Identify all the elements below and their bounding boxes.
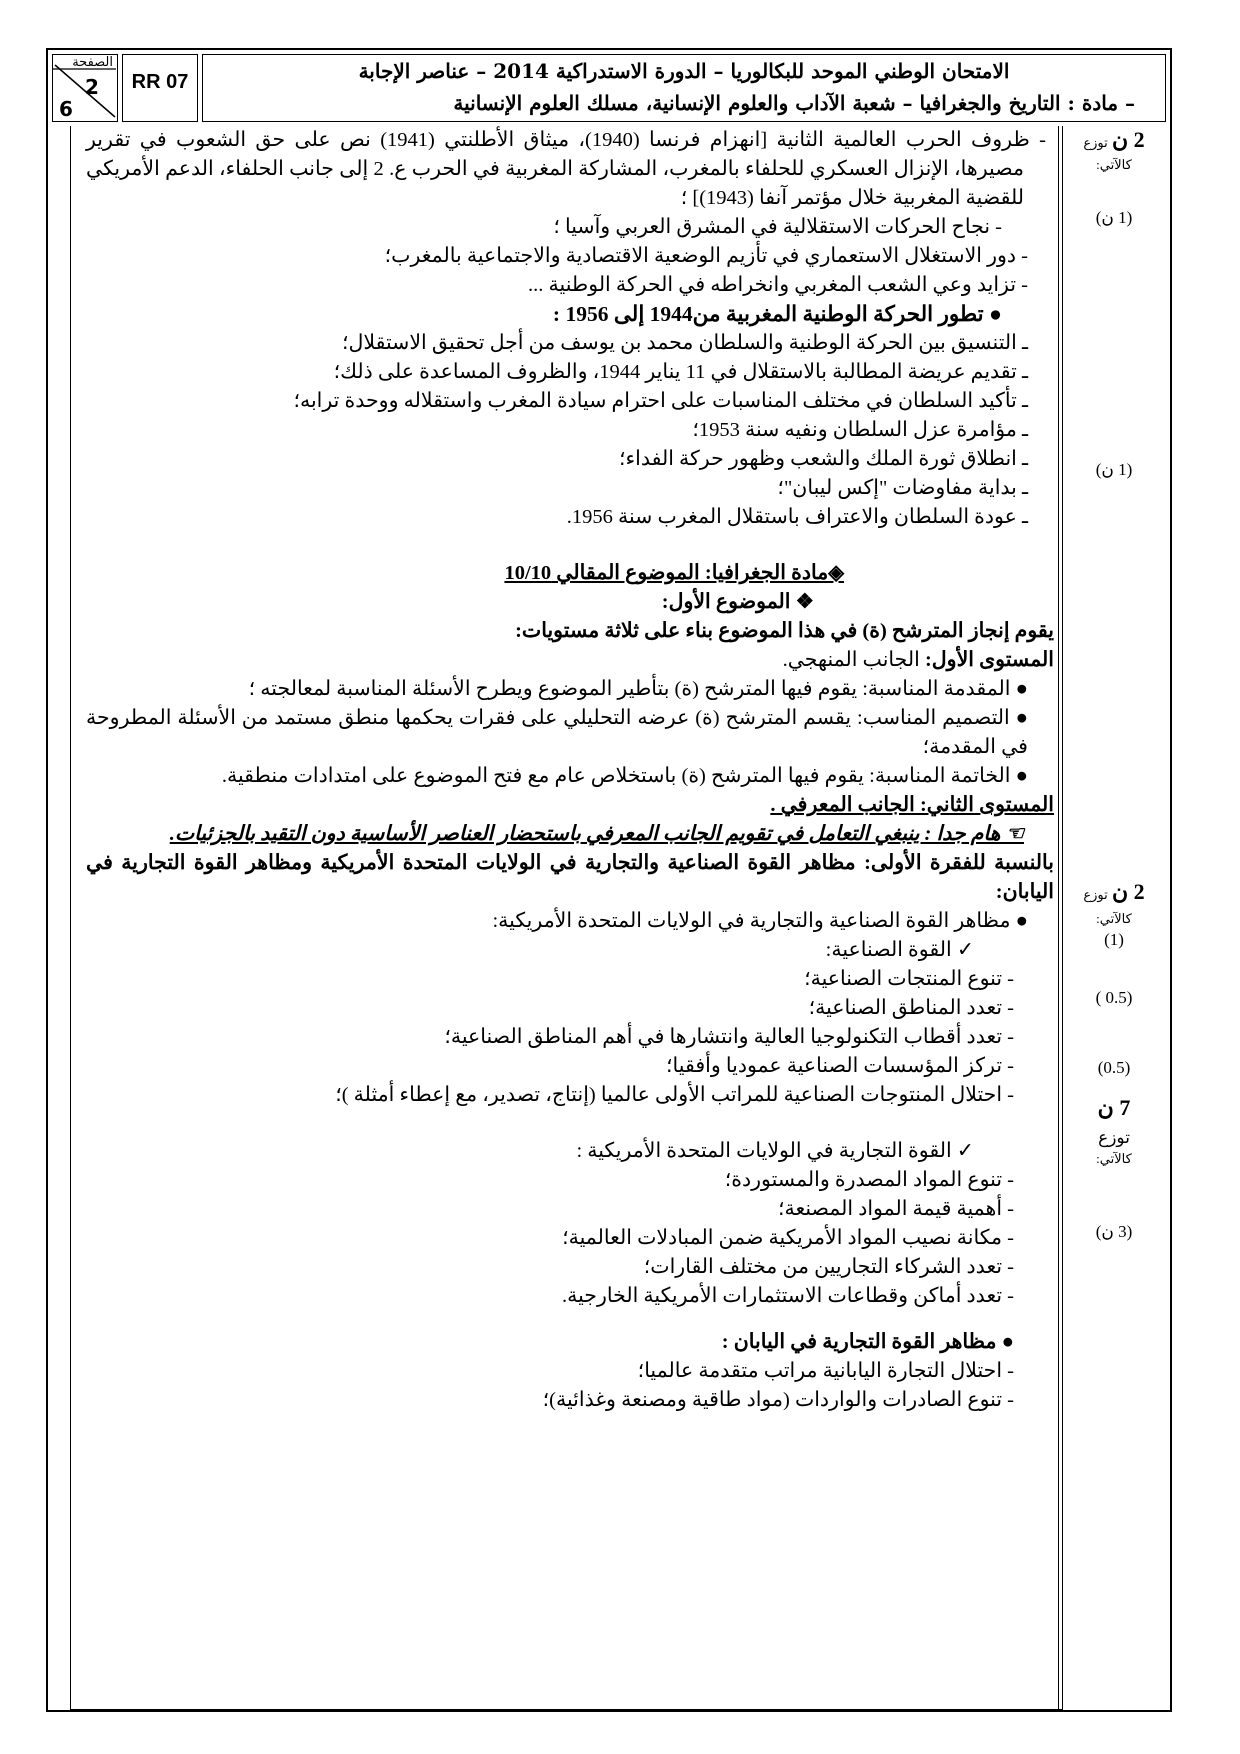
exam-code: RR 07 <box>122 54 198 122</box>
mark-label-3: توزع <box>1083 887 1108 902</box>
commercial-item: - مكانة نصيب المواد الأمريكية ضمن المبادلات العالمية؛ <box>562 1227 1014 1249</box>
industrial-item: - احتلال المنتوجات الصناعية للمراتب الأولى عالميا (إنتاج، تصدير، مع إعطاء أمثلة )؛ <box>335 1084 1014 1106</box>
industrial-item: - تعدد المناطق الصناعية؛ <box>808 997 1014 1019</box>
japan-heading: ● مظاهر القوة التجارية في اليابان : <box>721 1331 1014 1353</box>
page-label: الصفحة <box>72 55 113 70</box>
commercial-item: - أهمية قيمة المواد المصنعة؛ <box>777 1198 1014 1220</box>
mark-value-3: 2 ن <box>1111 879 1145 904</box>
japan-item: - تنوع الصادرات والواردات (مواد طاقية ومصنعة وغذائية)؛ <box>542 1389 1014 1411</box>
mark-value-1: 2 ن <box>1111 127 1145 152</box>
mark-label-4: توزع <box>1098 1128 1130 1147</box>
marks-column-divider <box>1058 126 1059 1712</box>
page-number-box <box>52 54 118 122</box>
mark-sub-1: (1 ن) <box>1095 208 1133 227</box>
exam-title-box <box>202 54 1166 122</box>
japan-item: - احتلال التجارة اليابانية مراتب متقدمة عالميا؛ <box>637 1360 1014 1382</box>
geography-subject: ❖ الموضوع الأول: <box>661 591 814 613</box>
history-item: ـ التنسيق بين الحركة الوطنية والسلطان محمد بن يوسف من أجل تحقيق الاستقلال؛ <box>341 332 1028 354</box>
bottom-rule <box>70 1709 1062 1710</box>
mark-label-1: توزع <box>1083 135 1108 150</box>
geography-heading: ◈مادة الجغرافيا: الموضوع المقالي 10/10 <box>504 562 844 584</box>
history-heading-1944-1956: ● تطور الحركة الوطنية المغربية من1944 إلى 1956 : <box>552 302 1002 326</box>
spacer <box>86 1110 1054 1137</box>
geography-intro: يقوم إنجاز المترشح (ة) في هذا الموضوع بناء على ثلاثة مستويات: <box>515 620 1054 642</box>
method-item: ● الخاتمة المناسبة: يقوم فيها المترشح (ة) باستخلاص عام مع فتح الموضوع على امتدادات منطقية. <box>221 765 1028 787</box>
history-item: ـ تقديم عريضة المطالبة بالاستقلال في 11 يناير 1944، والظروف المساعدة على ذلك؛ <box>333 361 1028 383</box>
method-item: ● المقدمة المناسبة: يقوم فيها المترشح (ة) بتأطير الموضوع ويطرح الأسئلة المناسبة لمعالجته ؛ <box>248 678 1028 700</box>
commercial-item: - تنوع المواد المصدرة والمستوردة؛ <box>724 1169 1014 1191</box>
mark-value-4: 7 ن <box>1097 1095 1131 1120</box>
commercial-heading: ✓ القوة التجارية في الولايات المتحدة الأمريكية : <box>576 1140 974 1162</box>
history-item: ـ مؤامرة عزل السلطان ونفيه سنة 1953؛ <box>692 419 1028 441</box>
paragraph-one-title: بالنسبة للفقرة الأولى: مظاهر القوة الصناعية والتجارية في الولايات المتحدة الأمريكية ومظاهر القوة التجارية في اليابان: <box>86 852 1054 903</box>
mark-sub-3c: (0.5) <box>1097 1058 1131 1077</box>
history-item: - تزايد وعي الشعب المغربي وانخراطه في الحركة الوطنية ... <box>528 274 1028 296</box>
industrial-item: - تركز المؤسسات الصناعية عموديا وأفقيا؛ <box>666 1055 1014 1077</box>
history-item: ـ عودة السلطان والاعتراف باستقلال المغرب سنة 1956. <box>566 506 1028 528</box>
mark-sub-4: (3 ن) <box>1095 1222 1133 1241</box>
industrial-heading: ✓ القوة الصناعية: <box>825 939 974 961</box>
mark-block-3 <box>1060 879 1168 904</box>
level1-title: المستوى الأول: <box>924 649 1054 671</box>
spacer <box>86 532 1054 559</box>
history-item: ـ بداية مفاوضات "إكس ليبان"؛ <box>777 477 1028 499</box>
commercial-item: - تعدد الشركاء التجاريين من مختلف القارات؛ <box>643 1256 1014 1278</box>
spacer <box>86 1311 1054 1328</box>
history-item: ـ انطلاق ثورة الملك والشعب وظهور حركة الفداء؛ <box>619 448 1028 470</box>
page-current: 2 <box>85 75 99 99</box>
usa-heading: ● مظاهر القوة الصناعية والتجارية في الولايات المتحدة الأمريكية: <box>492 910 1028 932</box>
answer-content <box>86 126 1054 1415</box>
industrial-item: - تنوع المنتجات الصناعية؛ <box>804 968 1014 990</box>
important-note: ☜ هام جدا : ينبغي التعامل في تقويم الجانب المعرفي باستحضار العناصر الأساسية دون التقيد بالجزئيات. <box>169 823 1024 845</box>
mark-sub-3a: (1) <box>1104 930 1124 949</box>
mark-sub-2: (1 ن) <box>1095 460 1133 479</box>
mark-block-1 <box>1060 127 1168 152</box>
mark-sub-3b: (0.5 ) <box>1095 988 1133 1007</box>
mark-label-3b: كالآتي: <box>1096 911 1132 926</box>
history-item: ـ تأكيد السلطان في مختلف المناسبات على احترام سيادة المغرب واستقلاله ووحدة ترابه؛ <box>293 390 1028 412</box>
mark-label-1b: كالآتي: <box>1096 157 1132 172</box>
method-item: ● التصميم المناسب: يقسم المترشح (ة) عرضه التحليلي على فقرات يحكمها منطق مستمد من الأسئلة المطروحة في المقدمة؛ <box>86 707 1028 758</box>
commercial-item: - تعدد أماكن وقطاعات الاستثمارات الأمريكية الخارجية. <box>562 1285 1014 1307</box>
level1 <box>86 646 1054 675</box>
mark-label-4b: كالآتي: <box>1096 1151 1132 1166</box>
level2-title: المستوى الثاني: الجانب المعرفي . <box>770 794 1054 816</box>
industrial-item: - تعدد أقطاب التكنولوجيا العالية وانتشارها في أهم المناطق الصناعية؛ <box>444 1026 1014 1048</box>
exam-title-line1: الامتحان الوطني الموحد للبكالوريا – الدورة الاستدراكية 2014 – عناصر الإجابة <box>358 59 1010 83</box>
exam-title-line2: – مادة : التاريخ والجغرافيا – شعبة الآداب والعلوم الإنسانية، مسلك العلوم الإنسانية <box>453 91 1135 115</box>
history-item: - ظروف الحرب العالمية الثانية [انهزام فرنسا (1940)، ميثاق الأطلنتي (1941) نص على حق الشعوب في تقرير مصيرها، الإنزال العسكري للحلفاء بالمغرب، المشاركة المغربية في الحرب ع. 2 إلى جانب الحلفاء، الدعم الأمريكي للقضية المغربية خلال مؤتمر آنفا (1943)] ؛ <box>86 129 1046 209</box>
history-item: - دور الاستغلال الاستعماري في تأزيم الوضعية الاقتصادية والاجتماعية بالمغرب؛ <box>384 245 1028 267</box>
level1-text: الجانب المنهجي. <box>782 649 925 671</box>
history-item: - نجاح الحركات الاستقلالية في المشرق العربي وآسيا ؛ <box>553 216 1002 238</box>
page-total: 6 <box>59 97 73 121</box>
left-margin-line <box>70 126 71 1712</box>
